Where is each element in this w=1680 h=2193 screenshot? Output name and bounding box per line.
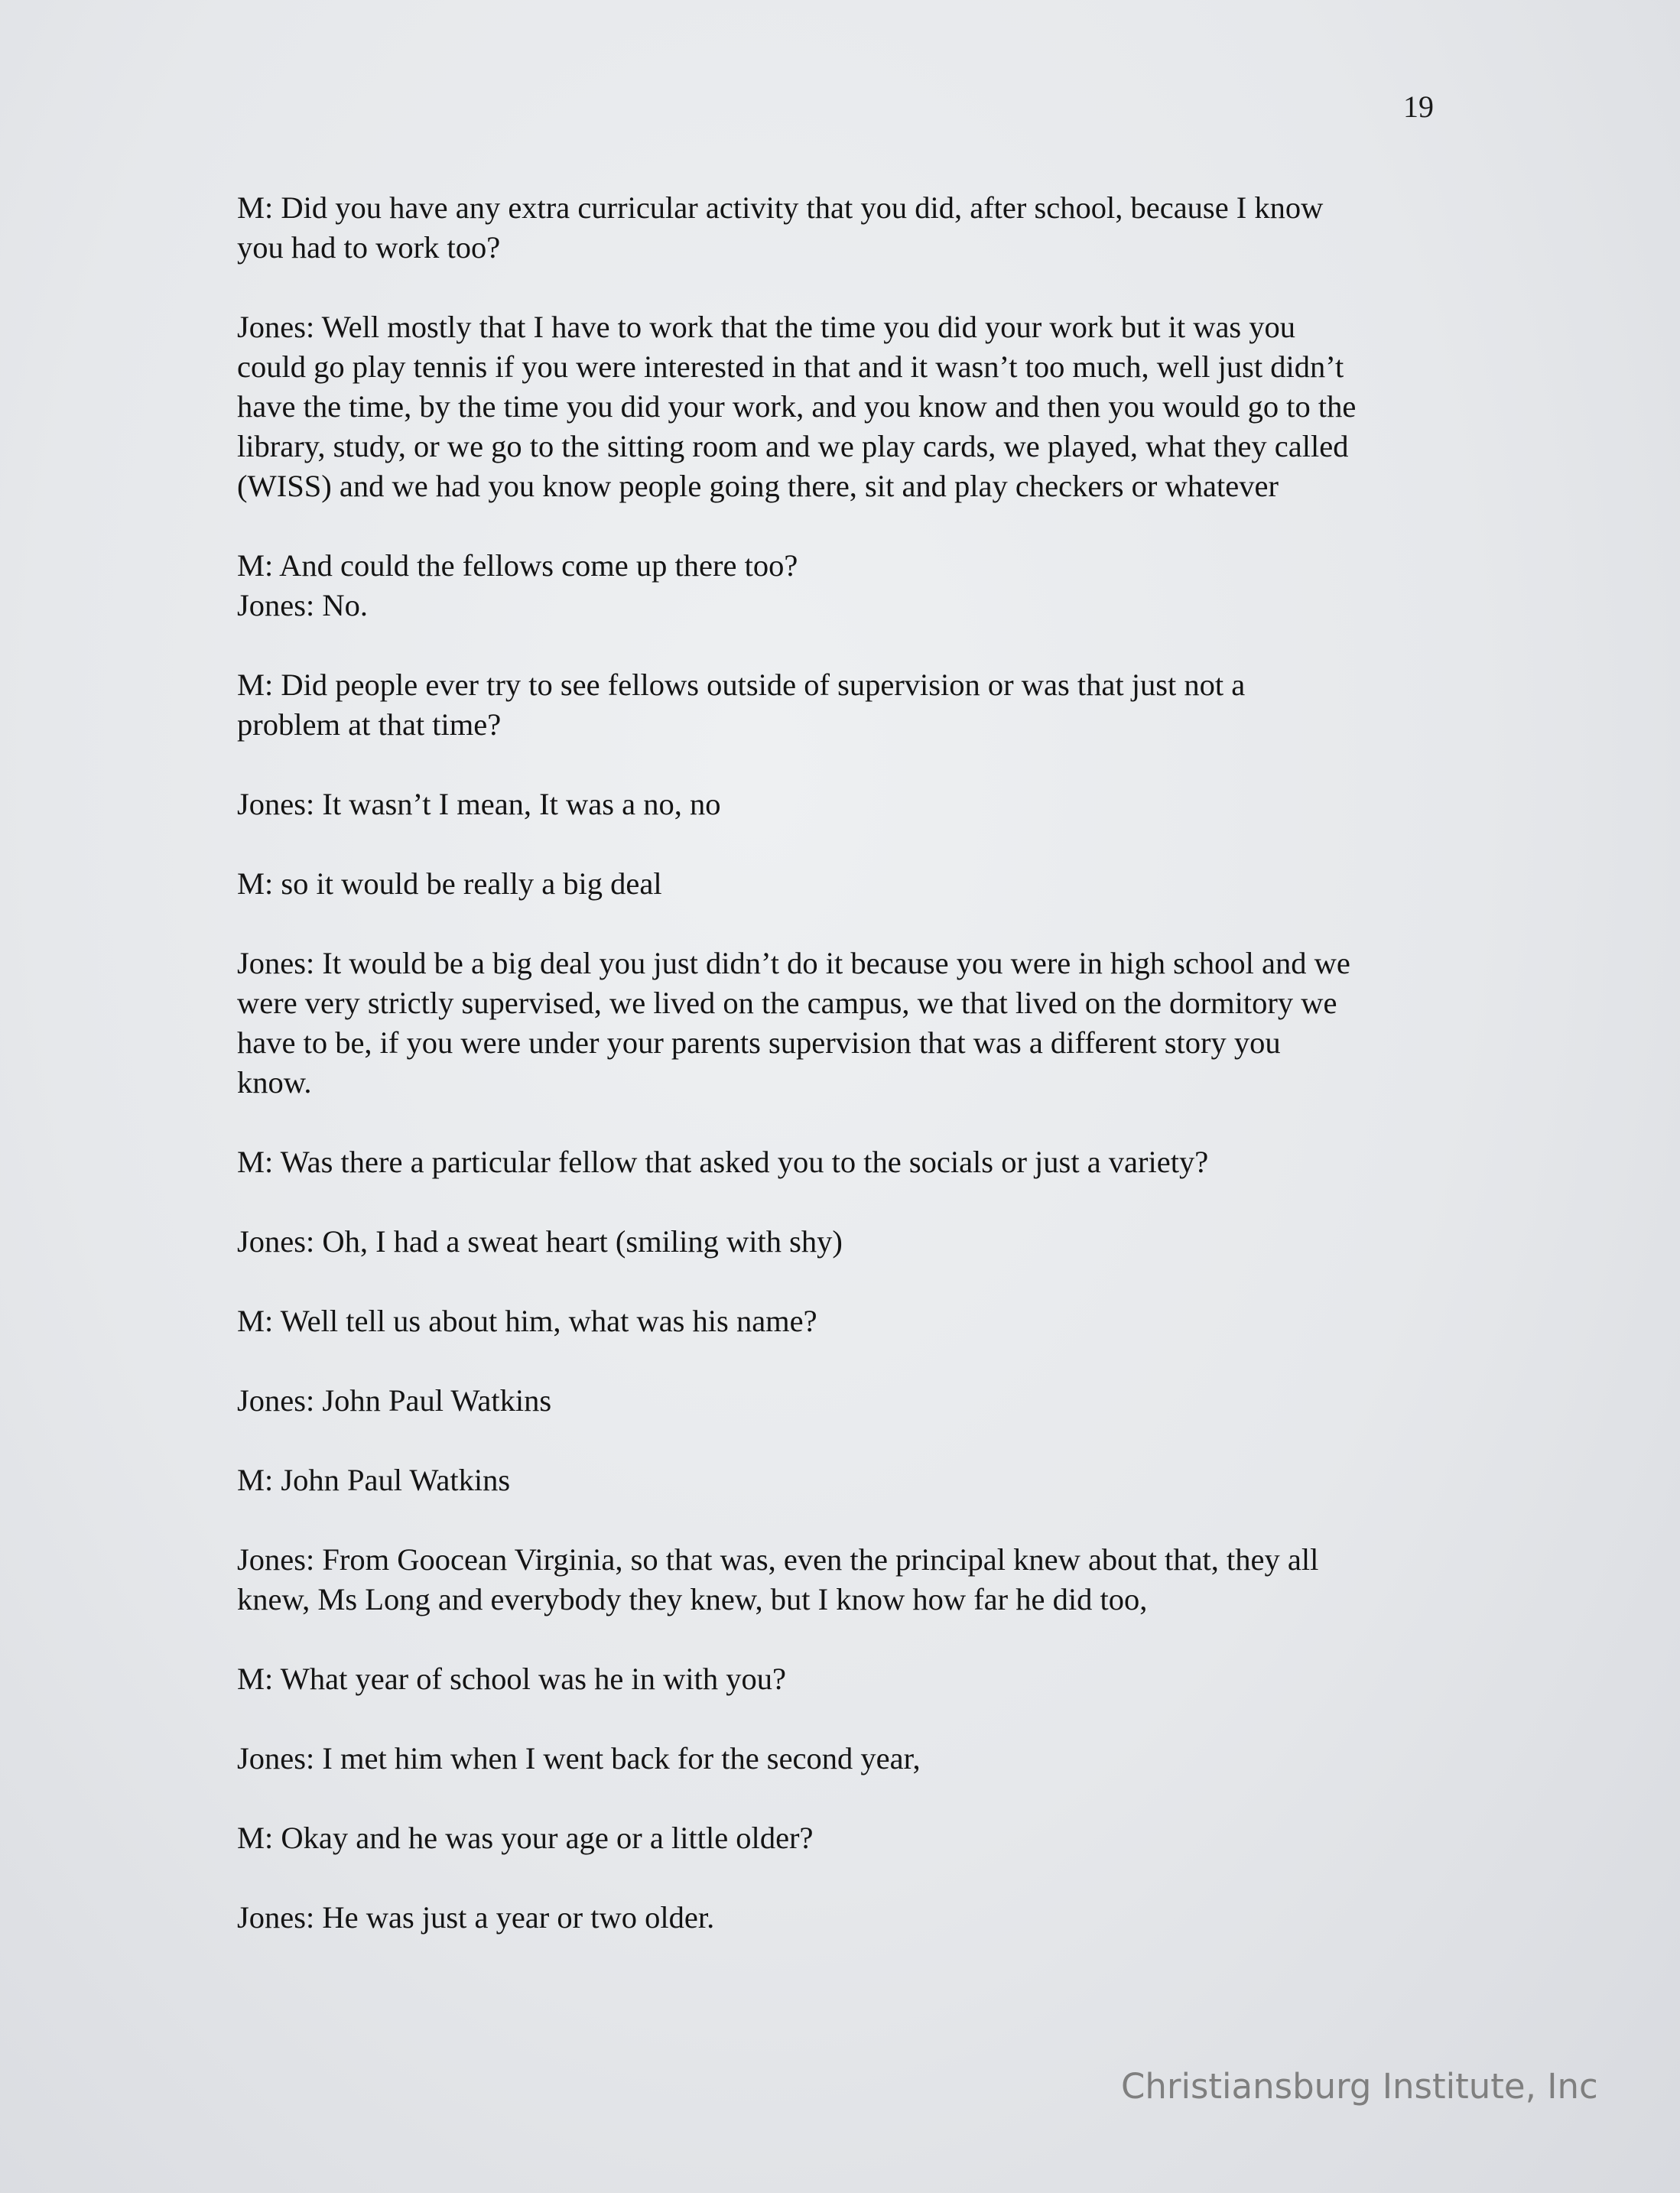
text-line: (WISS) and we had you know people going there, sit and play checkers or whatever [237, 469, 1279, 503]
page-number: 19 [1403, 89, 1434, 124]
text-line: library, study, or we go to the sitting room and we play cards, we played, what they called [237, 429, 1349, 463]
text-line: Jones: No. [237, 588, 368, 622]
answer-paragraph [237, 586, 1445, 625]
text-line: Jones: John Paul Watkins [237, 1383, 552, 1418]
answer-paragraph [237, 1222, 1445, 1262]
text-line: M: And could the fellows come up there too? [237, 548, 798, 583]
question-paragraph [237, 1301, 1445, 1341]
text-line: M: John Paul Watkins [237, 1463, 511, 1497]
question-paragraph [237, 1818, 1445, 1858]
question-paragraph [237, 188, 1445, 268]
text-line: M: What year of school was he in with you? [237, 1662, 786, 1696]
text-line: M: so it would be really a big deal [237, 866, 662, 901]
answer-paragraph [237, 1540, 1445, 1620]
answer-paragraph [237, 944, 1445, 1103]
question-paragraph [237, 546, 1445, 586]
text-line: were very strictly supervised, we lived on the campus, we that lived on the dormitory we [237, 986, 1337, 1020]
text-line: M: Did people ever try to see fellows outside of supervision or was that just not a [237, 668, 1246, 702]
text-line: know. [237, 1065, 312, 1100]
text-line: M: Was there a particular fellow that asked you to the socials or just a variety? [237, 1145, 1209, 1179]
text-line: Jones: I met him when I went back for the second year, [237, 1741, 921, 1776]
text-line: have to be, if you were under your parents supervision that was a different story you [237, 1025, 1281, 1060]
text-line: could go play tennis if you were interested in that and it wasn’t too much, well just didn’t [237, 349, 1344, 384]
text-line: Jones: It would be a big deal you just didn’t do it because you were in high school and we [237, 946, 1350, 980]
question-paragraph [237, 1142, 1445, 1182]
answer-paragraph [237, 1898, 1445, 1938]
text-line: Jones: Well mostly that I have to work that the time you did your work but it was you [237, 310, 1296, 344]
text-line: M: Did you have any extra curricular activity that you did, after school, because I know [237, 190, 1324, 225]
text-line: Jones: It wasn’t I mean, It was a no, no [237, 787, 721, 821]
question-paragraph [237, 1659, 1445, 1699]
text-line: Jones: Oh, I had a sweat heart (smiling with shy) [237, 1224, 843, 1259]
question-paragraph [237, 1460, 1445, 1500]
answer-paragraph [237, 1739, 1445, 1779]
watermark-text: Christiansburg Institute, Inc [1121, 2066, 1598, 2107]
answer-paragraph [237, 785, 1445, 824]
question-paragraph [237, 864, 1445, 904]
transcript-body [237, 188, 1445, 1977]
text-line: have the time, by the time you did your work, and you know and then you would go to the [237, 389, 1357, 424]
text-line: you had to work too? [237, 230, 501, 265]
text-line: Jones: From Goocean Virginia, so that was, even the principal knew about that, they all [237, 1542, 1319, 1577]
question-paragraph [237, 665, 1445, 745]
answer-paragraph [237, 1381, 1445, 1421]
text-line: M: Okay and he was your age or a little older? [237, 1821, 814, 1855]
text-line: problem at that time? [237, 707, 502, 742]
text-line: Jones: He was just a year or two older. [237, 1900, 715, 1935]
text-line: M: Well tell us about him, what was his name? [237, 1304, 817, 1338]
text-line: knew, Ms Long and everybody they knew, but I know how far he did too, [237, 1582, 1148, 1616]
answer-paragraph [237, 307, 1445, 506]
